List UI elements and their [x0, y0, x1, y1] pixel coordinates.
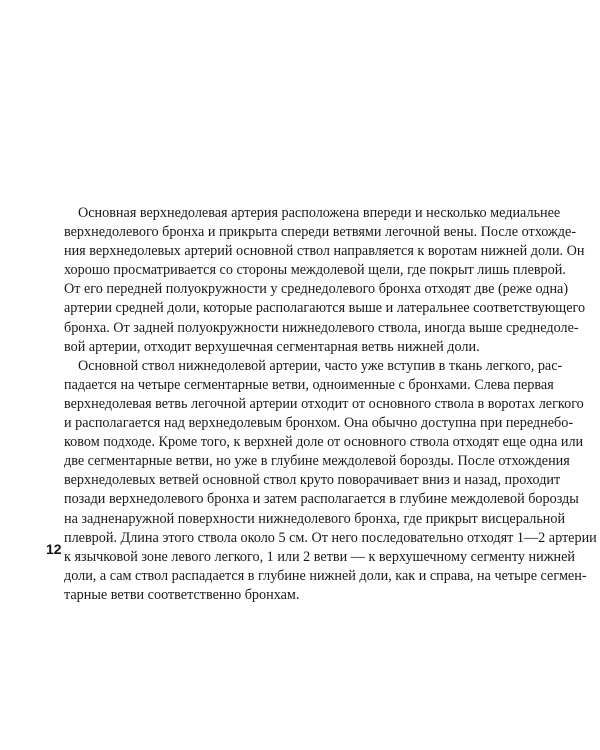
paragraph-1	[64, 204, 586, 357]
text-line: Основной ствол нижнедолевой артерии, часто уже вступив в ткань легкого, рас-	[78, 357, 563, 374]
body-text	[64, 204, 597, 605]
text-line: к язычковой зоне левого легкого, 1 или 2 ветви — к верхушечному сегменту нижней	[64, 548, 575, 565]
text-line: верхнедолевых ветвей основной ствол круто поворачивает вниз и назад, проходит	[64, 472, 561, 489]
text-line: позади верхнедолевого бронха и затем располагается в глубине междолевой борозды	[64, 491, 579, 508]
text-line: хорошо просматривается со стороны междолевой щели, где покрыт лишь плеврой.	[64, 262, 566, 279]
text-line: От его передней полуокружности у среднедолевого бронха отходят две (реже одна)	[64, 281, 569, 298]
text-line: плеврой. Длина этого ствола около 5 см. От него последовательно отходят 1—2 артерии	[64, 529, 597, 546]
text-line: падается на четыре сегментарные ветви, одноименные с бронхами. Слева первая	[64, 376, 554, 393]
text-line: бронха. От задней полуокружности нижнедолевого ствола, иногда выше среднедоле-	[64, 319, 579, 336]
page-number: 12	[46, 541, 62, 557]
text-line: верхнедолевого бронха и прикрыта спереди ветвями легочной вены. После отхожде-	[64, 224, 577, 241]
text-line: Основная верхнедолевая артерия расположена впереди и несколько медиальнее	[78, 205, 561, 221]
text-line: артерии средней доли, которые располагаются выше и латеральнее соответствующего	[64, 300, 586, 317]
text-line: вой артерии, отходит верхушечная сегментарная ветвь нижней доли.	[64, 338, 480, 355]
text-line: две сегментарные ветви, но уже в глубине междолевой борозды. После отхождения	[64, 453, 570, 470]
text-line: тарные ветви соответственно бронхам.	[64, 586, 300, 603]
text-line: доли, а сам ствол распадается в глубине нижней доли, как и справа, на четыре сегмен-	[64, 567, 587, 584]
text-line: и располагается над верхнедолевым бронхом. Она обычно доступна при переднебо-	[64, 415, 574, 432]
paragraph-2	[64, 357, 597, 605]
text-line: ковом подходе. Кроме того, к верхней доле от основного ствола отходят еще одна или	[64, 434, 584, 451]
text-line: верхнедолевая ветвь легочной артерии отходит от основного ствола в воротах легкого	[64, 395, 584, 412]
text-line: ния верхнедолевых артерий основной ствол направляется к воротам нижней доли. Он	[64, 243, 585, 260]
text-line: на задненаружной поверхности нижнедолевого бронха, где прикрыт висцеральной	[64, 510, 566, 527]
